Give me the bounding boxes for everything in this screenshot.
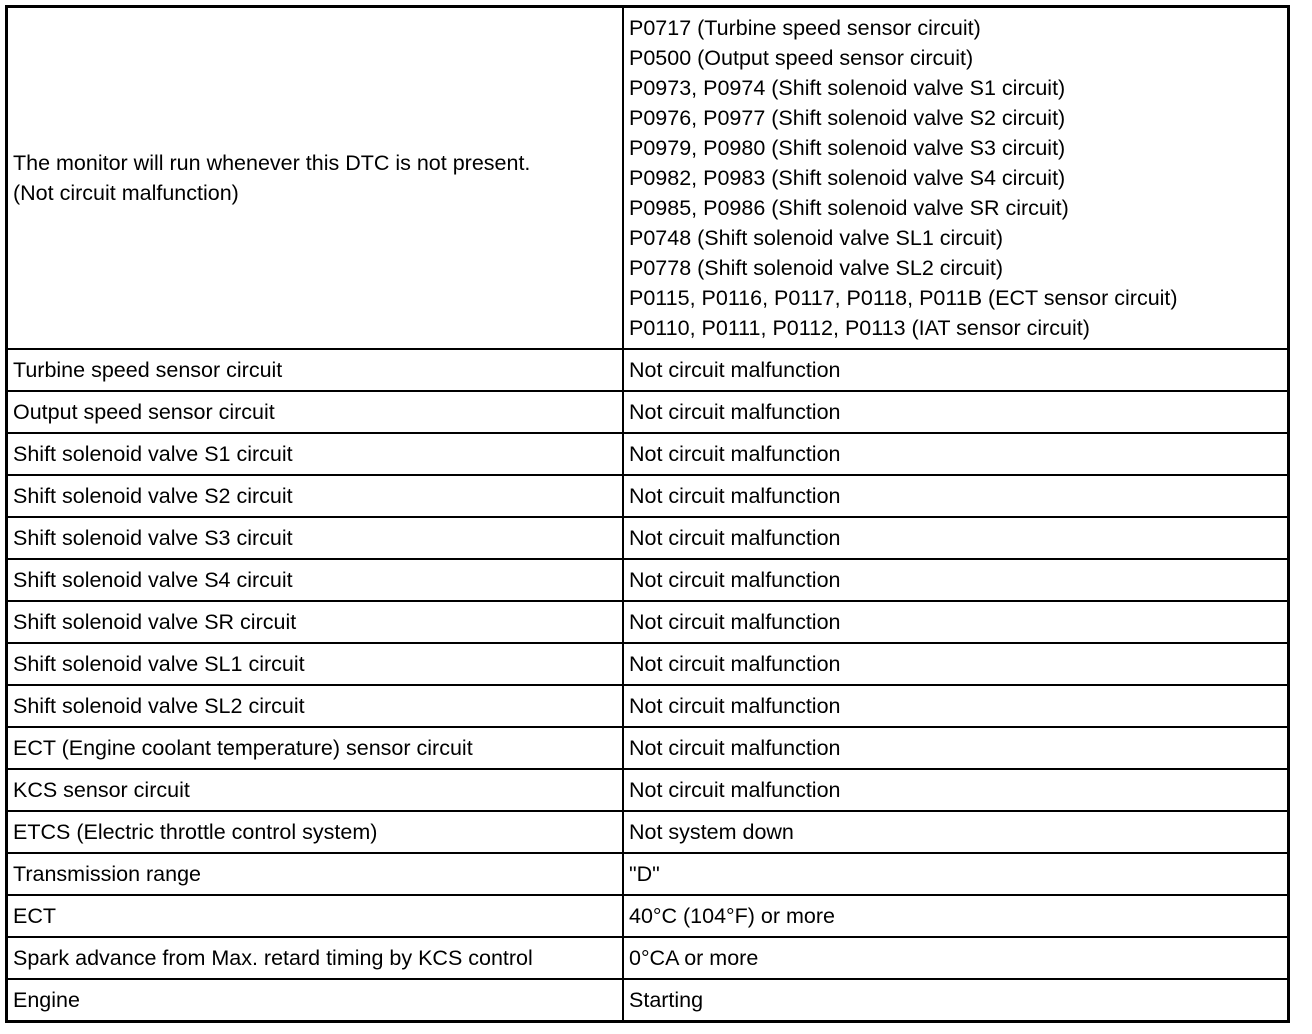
dtc-line: P0115, P0116, P0117, P0118, P011B (ECT sensor circuit) <box>629 286 1178 310</box>
value-cell: 0°CA or more <box>623 937 1289 979</box>
dtc-line: P0717 (Turbine speed sensor circuit) <box>629 16 981 40</box>
table-row <box>7 727 1289 769</box>
value-cell <box>623 7 1289 350</box>
condition-cell: Shift solenoid valve S4 circuit <box>7 559 624 601</box>
table-row <box>7 685 1289 727</box>
value-cell: Not circuit malfunction <box>623 433 1289 475</box>
dtc-line: P0110, P0111, P0112, P0113 (IAT sensor circuit) <box>629 316 1090 340</box>
condition-cell: Spark advance from Max. retard timing by KCS control <box>7 937 624 979</box>
table-row <box>7 391 1289 433</box>
condition-cell: Shift solenoid valve SR circuit <box>7 601 624 643</box>
condition-cell: Shift solenoid valve S2 circuit <box>7 475 624 517</box>
table-row <box>7 853 1289 895</box>
condition-cell: Engine <box>7 979 624 1022</box>
table-row <box>7 811 1289 853</box>
value-cell: Not circuit malfunction <box>623 685 1289 727</box>
table-body <box>7 7 1289 1022</box>
table-row <box>7 349 1289 391</box>
condition-line: (Not circuit malfunction) <box>13 181 239 205</box>
condition-cell: Turbine speed sensor circuit <box>7 349 624 391</box>
table-row <box>7 601 1289 643</box>
value-cell: Starting <box>623 979 1289 1022</box>
dtc-line: P0778 (Shift solenoid valve SL2 circuit) <box>629 256 1004 280</box>
dtc-line: P0976, P0977 (Shift solenoid valve S2 circuit) <box>629 106 1066 130</box>
condition-cell: Transmission range <box>7 853 624 895</box>
condition-cell: Shift solenoid valve SL2 circuit <box>7 685 624 727</box>
dtc-line: P0982, P0983 (Shift solenoid valve S4 circuit) <box>629 166 1066 190</box>
dtc-line: P0979, P0980 (Shift solenoid valve S3 circuit) <box>629 136 1066 160</box>
value-cell: Not circuit malfunction <box>623 559 1289 601</box>
value-cell: 40°C (104°F) or more <box>623 895 1289 937</box>
condition-cell: ECT <box>7 895 624 937</box>
dtc-line: P0985, P0986 (Shift solenoid valve SR circuit) <box>629 196 1069 220</box>
table-row <box>7 769 1289 811</box>
value-cell: Not circuit malfunction <box>623 391 1289 433</box>
condition-cell: ETCS (Electric throttle control system) <box>7 811 624 853</box>
value-cell: Not circuit malfunction <box>623 349 1289 391</box>
table-row <box>7 979 1289 1022</box>
table-row <box>7 433 1289 475</box>
condition-cell: Shift solenoid valve S3 circuit <box>7 517 624 559</box>
value-cell: Not system down <box>623 811 1289 853</box>
dtc-line: P0973, P0974 (Shift solenoid valve S1 circuit) <box>629 76 1066 100</box>
dtc-line: P0748 (Shift solenoid valve SL1 circuit) <box>629 226 1004 250</box>
table-row <box>7 895 1289 937</box>
table-row <box>7 559 1289 601</box>
condition-cell: Shift solenoid valve S1 circuit <box>7 433 624 475</box>
table-row <box>7 643 1289 685</box>
condition-cell: Shift solenoid valve SL1 circuit <box>7 643 624 685</box>
monitor-conditions-table <box>5 5 1290 1023</box>
condition-cell: ECT (Engine coolant temperature) sensor circuit <box>7 727 624 769</box>
dtc-line: P0500 (Output speed sensor circuit) <box>629 46 974 70</box>
value-cell: Not circuit malfunction <box>623 727 1289 769</box>
table-row <box>7 937 1289 979</box>
table-row-dtc-list <box>7 7 1289 350</box>
condition-cell <box>7 7 624 350</box>
condition-line: The monitor will run whenever this DTC is not present. <box>13 151 531 175</box>
condition-cell: KCS sensor circuit <box>7 769 624 811</box>
value-cell: "D" <box>623 853 1289 895</box>
value-cell: Not circuit malfunction <box>623 475 1289 517</box>
value-cell: Not circuit malfunction <box>623 517 1289 559</box>
value-cell: Not circuit malfunction <box>623 643 1289 685</box>
table-row <box>7 517 1289 559</box>
condition-cell: Output speed sensor circuit <box>7 391 624 433</box>
value-cell: Not circuit malfunction <box>623 769 1289 811</box>
value-cell: Not circuit malfunction <box>623 601 1289 643</box>
table-row <box>7 475 1289 517</box>
